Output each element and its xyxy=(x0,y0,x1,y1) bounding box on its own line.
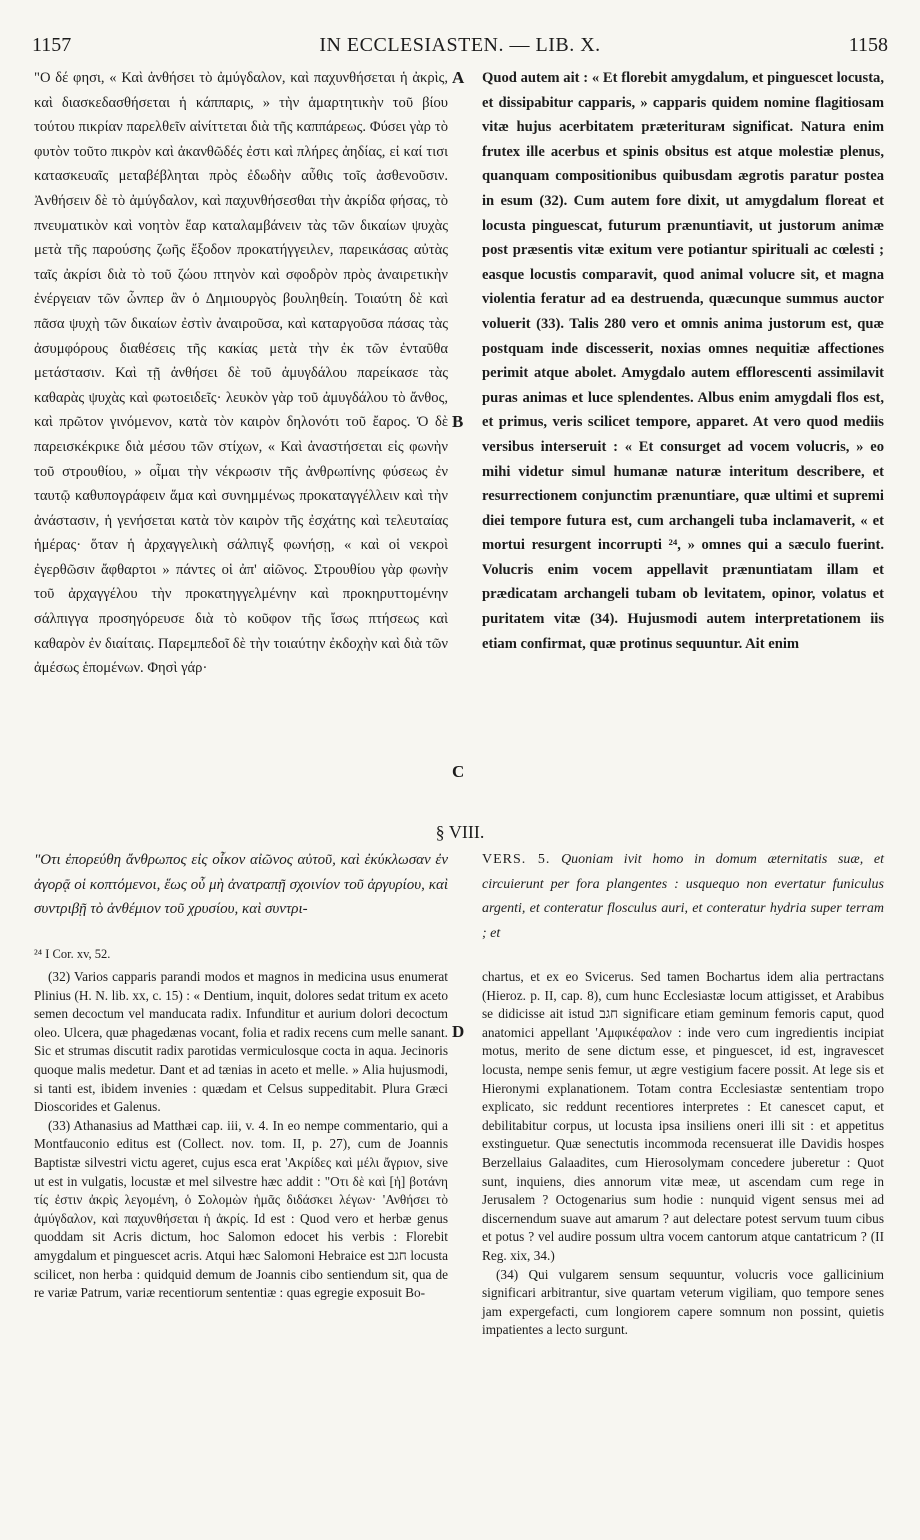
latin-paragraph: Quod autem ait : « Et florebit amygdalum, et pinguescet locusta, et dissipabitur capparis, » capparis quidem nomine flagitiosam vitæ hujus acerbitatem præteriturам significat. Natura enim frutex ille acerbus et spinis obsitus est atque molestiæ plenus, quanquam compositionibus quibusdam ægrotis paratur postea in esum (32). Cum autem fore dixit, ut amygdalum floreat et locusta pinguescat, futurum prænuntiavit, ut justorum animæ post præsentis vitæ exitum vere potiantur spirituali ac cœlesti ; easque locustis comparavit, quod animal volucre sit, et magna violentia feratur ad ea destruenda, quæcunque summus auctor voluerit (33). Talis 280 vero et omnis anima justorum est, quæ postquam inde discesserit, noxias omnes nequitiæ affectiones perimit atque abolet. Amygdalo autem efflorescenti assimilavit puras animas et luce splendentes. Albus enim amygdali flos est, et primus, veris scilicet tempore, apparet. At vero quod mediis versibus interseruit : « Et consurget ad vocem volucris, » eo mihi videtur simul humanæ naturæ interitum describere, et resurrectionem conjunctim prænuntiare, quæ ultimi et supremi diei tempore futura est, cum archangeli tuba inclamaverit, « et mortui resurgent incorrupti ²⁴, » omnes qui a sæculo fuerint. Volucris enim vocem appellavit prænuntiatam illam et prædicatam archangeli tubam ob levitatem, opinor, volatus et puritatem vitæ (34). Hujusmodi autem interpretationem iis etiam confirmat, quæ protinus sequuntur. Ait enim xyxy=(482,70,884,652)
margin-marker-d: D xyxy=(452,1022,465,1041)
note-34: (34) Qui vulgarem sensum sequuntur, volucris voce gallicinium significari arbitrantur, sive quartam veterum vigiliam, quo tempore senes jam expergefacti, cum longiorem capere somnum non possint, quietis impatientes a lecto surgunt. xyxy=(482,1266,884,1338)
notes-left-column xyxy=(34,968,448,1303)
note-32: (32) Varios capparis parandi modos et magnos in medicina usus enumerat Plinius (H. N. lib. xx, c. 15) : « Dentium, inquit, dolores sedat tritum ex aceto semen decoctum vel manducata radix. Infunditur et aurium dolori decoctum oleo. Ulcera, quæ phagedænas vocant, folia et radix recens cum melle sanant. Sic et strumas discutit radix parotidas vermiculosque cocta in aqua. Jecinoris quoque malis medetur. Dant et ad tænias in aceto et melle. » Alia hujusmodi, si tanti est, ibidem invenies : quædam et Celsus suppeditabit. Plura Græci Dioscorides et Galenus. xyxy=(34,969,448,1115)
greek-paragraph: "Ο δέ φησι, « Καὶ ἀνθήσει τὸ ἀμύγδαλον, καὶ παχυνθήσεται ἡ ἀκρὶς, καὶ διασκεδασθήσεται ἡ κάππαρις, » τὴν ἁμαρτητικὴν τοῦ βίου τούτου πικρίαν παρελθεῖν αἰνίττεται διὰ τῆς καππάρεως. Φύσει γὰρ τὸ φυτὸν τοῦτο πικρὸν καὶ ἀκανθῶδές ἐστι καὶ πλήρες ἀηδίας, εἰ καί τισι κατασκευαῖς μεταβέβληται πρὸς ἐδωδὴν αὖθις τοῖς ἀσθενοῦσιν. Ἀνθήσειν δὲ τὸ ἀμύγδαλον, καὶ παχυνθήσεσθαι τὴν ἀκρίδα φήσας, τὸ πνευματικὸν καὶ νοητὸν ἔαρ καταλαμβάνειν τὰς τῶν δικαίων ψυχὰς μετὰ τῆς παρούσης ζωῆς ἔξοδον προκατήγγειλεν, παρεικάσας αὐτὰς ταῖς ἀκρίσι διὰ τὸ τοῦ ζώου πτηνὸν καὶ σφοδρὸν πρὸς ἀναιρετικὴν ἐνέργειαν τῶν ὧνπερ ἂν ὁ Δημιουργὸς βουληθείη. Τοιαύτη δὲ καὶ πᾶσα ψυχὴ τῶν δικαίων ἐστὶν ἀναιροῦσα, καὶ καταργοῦσα πάσας τὰς ἀσυμφόρους διαθέσεις τῆς κακίας μετὰ τὴν ἐκ τῶν ἐνταῦθα μετάστασιν. Καὶ τῇ ἀνθήσει δὲ τοῦ ἀμυγδάλου παρείκασε τὰς καθαρὰς ψυχὰς καὶ φωτοειδεῖς· λευκὸν γὰρ τοῦ ἀμυγδάλου τὸ ἄνθος, καὶ πρῶτον γινόμενον, κατὰ τὸν καιρὸν δηλονότι τοῦ ἔαρος. Ὁ δὲ παρεισκέκρικε διὰ μέσου τῶν στίχων, « Καὶ ἀναστήσεται εἰς φωνὴν τοῦ στρουθίου, » οἶμαι τὴν νέκρωσιν τῆς ἀνθρωπίνης φύσεως ἐν ταυτῷ καθυπογράφειν ἅμα καὶ συνημμένως προκαταγγέλλειν καὶ τὴν ἀνάστασιν, ἡ γενήσεται κατὰ τὸν καιρὸν τῆς ἐσχάτης καὶ τελευταίας ἡμέρας· ὅταν ἡ ἀρχαγγελικὴ σάλπιγξ φωνήσῃ, « καὶ οἱ νεκροὶ ἐγερθῶσιν ἄφθαρτοι » πάντες οἱ ἀπ' αἰῶνος. Στρουθίου γὰρ φωνὴν τοῦ ἀρχαγγέλου τὴν προκατηγγελμένην καὶ προκηρυττομένην σάλπιγγα προσηγόρευσε διὰ τὸ κοῦφον τῆς ἴσως πτήσεως καὶ καθαρὸν ἐν διαίταις. Παρεμπεδοῖ δὲ τὴν τοιαύτην ἐκδοχὴν καὶ διὰ τῶν ἀμέσως ἑπομένων. Φησὶ γάρ· xyxy=(34,70,448,677)
page-header xyxy=(32,34,888,64)
margin-marker-c: C xyxy=(452,762,465,781)
note-33-continued: chartus, et ex eo Svicerus. Sed tamen Bochartus idem alia pertractans (Hieroz. p. II, cap. 8), cum hunc Ecclesiastæ locum attigisset, et Arabibus se didicisse ait istud חגב significare etiam geminum femoris caput, quod anatomici appellant 'Αμφικέφαλον : inde vero cum ingredientis incipiat motus, merito de sene dictum esse, et pinguescet, id est, ingravescet locusta, nempe senis femur, ut ægre vestigium facere possit. At lege sis et Hieronymi explanationem. Totam contra Ecclesiastæ sententiam tropo explicato, sic reddunt recentiores interpretes : Et canescet caput, et debilitabitur corpus, ut locusta ipsa insiliens oneri illi sit : et appetitus exstinguetur. Quæ senectutis incommoda recensuerat ille Davidis hospes Berzellaius Galaadites, cum Hierosolymam concedere juberetur : Quot sunt, inquiens, dies annorum vitæ meæ, ut ascendam cum rege in Jerusalem ? Octogenarius sum hodie : nunquid vigent sensus mei ad discernendum suave aut amarum ? aut delectare potest servum tuum cibus et potus ? vel audire possum ultra vocem cantorum atque cantatricum ? (II Reg. xix, 34.) xyxy=(482,969,885,1263)
note-33: (33) Athanasius ad Matthæi cap. iii, v. 4. In eo nempe commentario, qui a Montfauconio editus est (Collect. nov. tom. II, p. 27), cum de Joannis Baptistæ silvestri victu ageret, cujus esca erat 'Ακρίδες καὶ μέλι ἄγριον, sive ut est in vulgatis, locustæ et mel silvestre hæc addit : "Οτι δὲ καὶ [ἡ] βοτάνη τίς ἐστιν ἀκρὶς λεγομένη, ὁ Σολομὼν ἡμᾶς διδάσκει λέγων· 'Ανθήσει τὸ ἀμύγδαλον, καὶ παχυνθήσεται ἡ ἀκρίς. Id est : Quod vero et herbæ genus quoddam sit Acris dictum, hoc Salomon edocet his verbis : Florebit amygdalum et pinguescet acris. Atqui hæc Salomoni Hebraice est חגב locusta scilicet, non herba : quidquid demum de Joannis cibo sentiendum sit, qua de re variæ Patrum, variæ recentiorum sententiæ : quas egregie exposuit Bo- xyxy=(34,1117,448,1301)
latin-column xyxy=(482,66,884,656)
latin-verse-text: Quoniam ivit homo in domum æternitatis suæ, et circuierunt per fora plangentes : usquequo non evertatur funiculus argenti, et conteratur flosculus auri, et conteratur hydria super terram ; et xyxy=(482,852,884,941)
footnote-reference: ²⁴ I Cor. xv, 52. xyxy=(34,947,111,961)
section-heading: § VIII. xyxy=(435,822,485,842)
running-title: IN ECCLESIASTEN. — LIB. X. xyxy=(319,34,601,56)
notes-right-column xyxy=(482,968,884,1340)
greek-column xyxy=(34,66,448,681)
verse-label: VERS. 5. xyxy=(482,852,551,867)
margin-marker-b: B xyxy=(452,412,464,431)
greek-verse-text: "Οτι ἐπορεύθη ἄνθρωπος εἰς οἶκον αἰῶνος αὐτοῦ, καὶ ἐκύκλωσαν ἐν ἀγορᾷ οἱ κοπτόμενοι, ἕως οὗ μὴ ἀνατραπῇ σχοινίον τοῦ ἀργυρίου, καὶ συντριβῇ τὸ ἀνθέμιον τοῦ χρυσίου, καὶ συντρι- xyxy=(34,852,448,917)
page-number-right: 1158 xyxy=(848,34,888,56)
latin-verse-block xyxy=(482,848,884,946)
page-number-left: 1157 xyxy=(32,34,72,56)
margin-marker-a: A xyxy=(452,68,465,87)
